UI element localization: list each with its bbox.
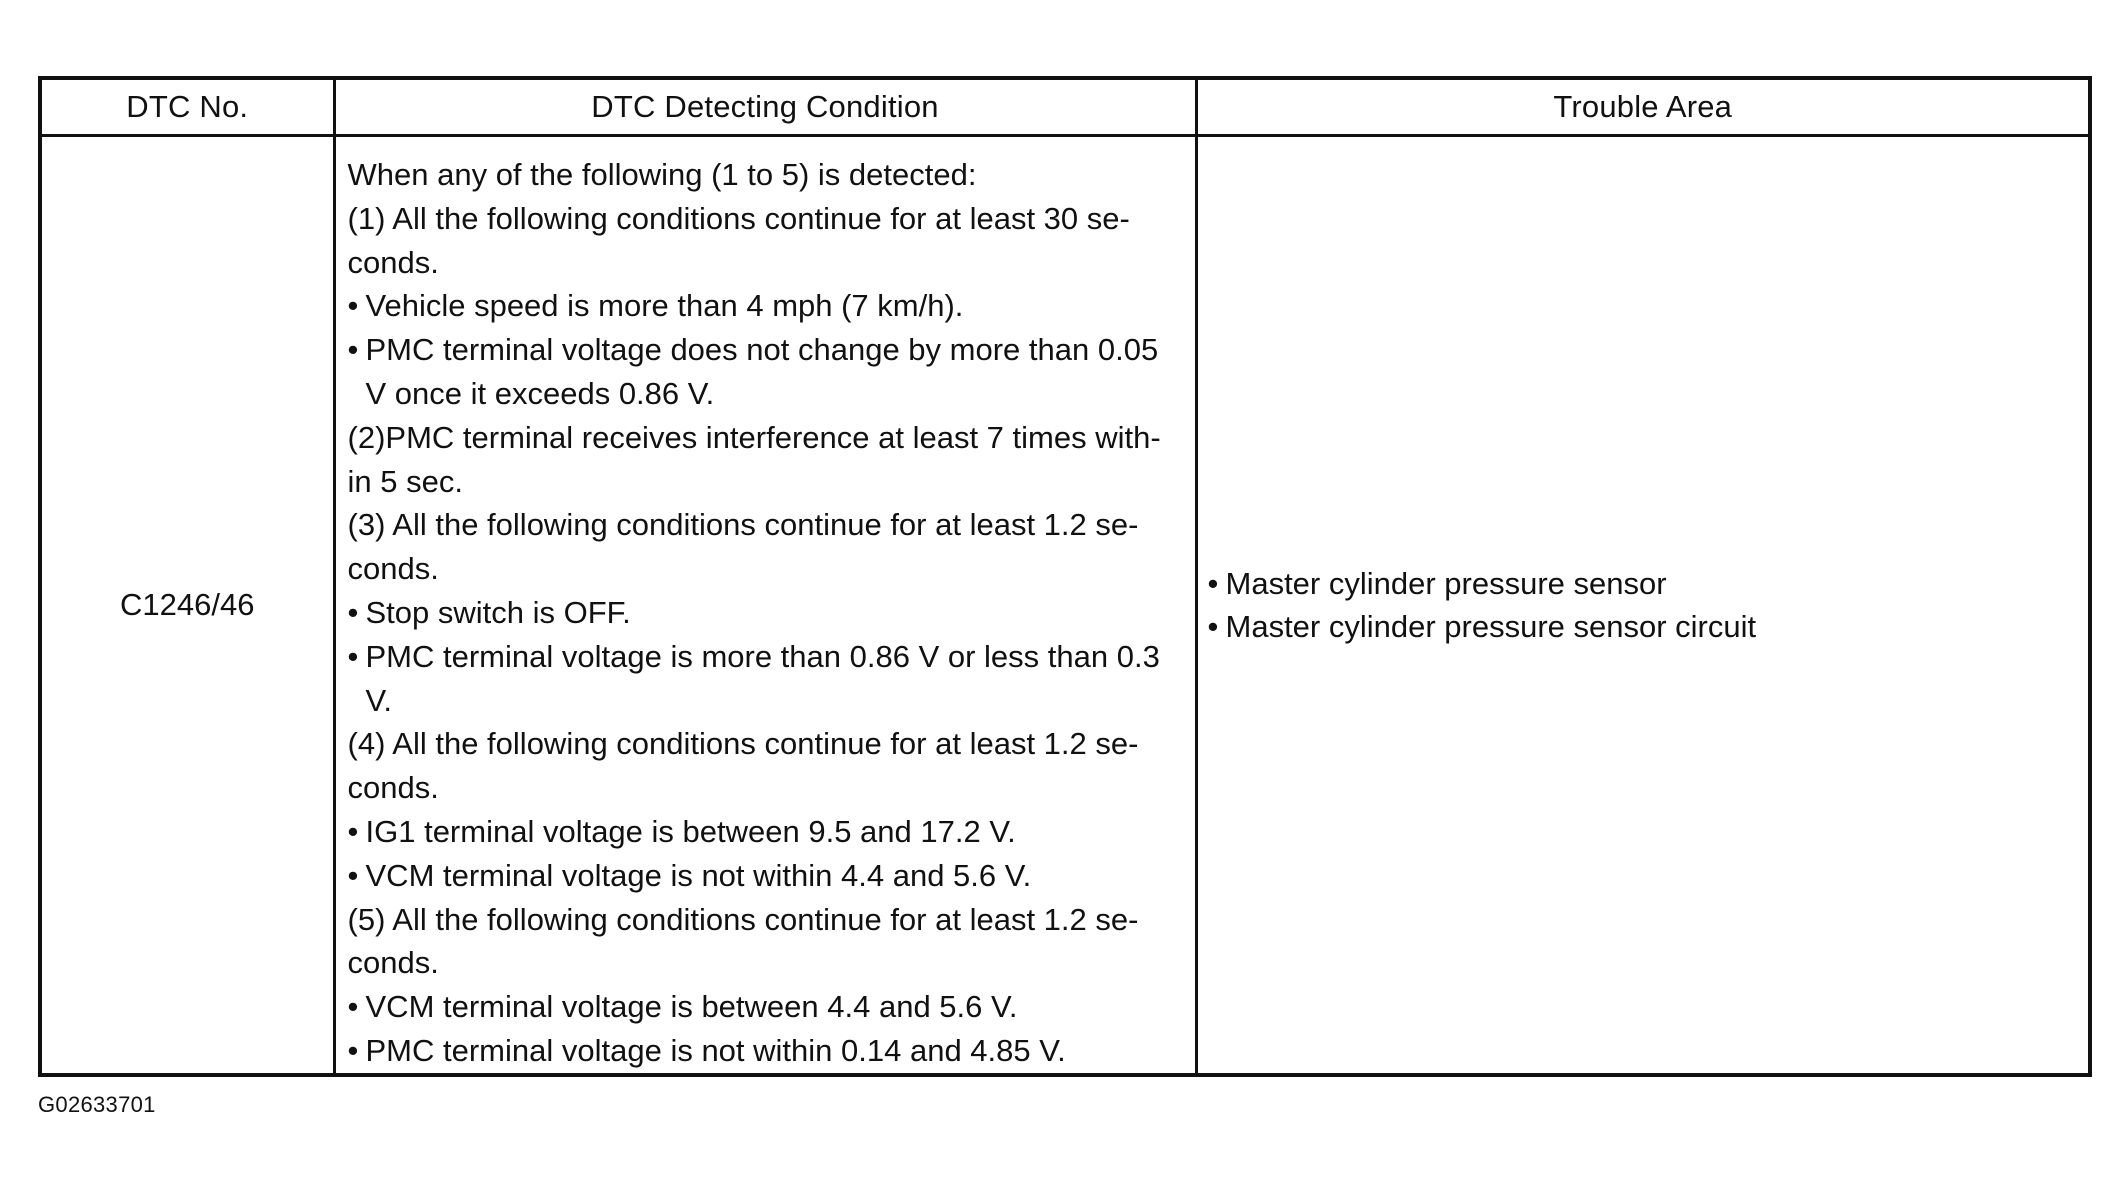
figure-id: G02633701 (38, 1092, 156, 1117)
condition-bullet-text: VCM terminal voltage is between 4.4 and 5.6 V. (365, 989, 1018, 1025)
bullet-icon: • (347, 989, 359, 1025)
condition-line: (4) All the following conditions continue for at least 1.2 se- (347, 726, 1139, 762)
condition-line: conds. (347, 945, 439, 981)
header-dtc-no: DTC No. (40, 78, 334, 136)
dtc-code: C1246/46 (120, 586, 255, 622)
condition-line: in 5 sec. (347, 463, 463, 499)
condition-bullet-text: PMC terminal voltage is more than 0.86 V or less than 0.3 (365, 638, 1160, 674)
bullet-icon: • (347, 857, 359, 893)
dtc-table (38, 76, 2092, 1077)
condition-bullet-text: Stop switch is OFF. (365, 594, 631, 630)
condition-bullet (348, 810, 1179, 854)
dtc-code-cell (40, 136, 334, 1075)
condition-bullet (348, 284, 1179, 328)
condition-line: (1) All the following conditions continue for at least 30 se- (347, 200, 1130, 236)
condition-continuation: V. (365, 682, 392, 718)
bullet-icon: • (347, 332, 359, 368)
trouble-area-text: Master cylinder pressure sensor circuit (1225, 608, 1757, 644)
header-trouble-area: Trouble Area (1196, 78, 2090, 136)
trouble-area-item (1208, 605, 2079, 648)
condition-bullet-text: Vehicle speed is more than 4 mph (7 km/h). (365, 288, 964, 324)
detecting-condition-cell (334, 136, 1196, 1075)
condition-line: conds. (347, 770, 439, 806)
condition-bullet (348, 985, 1179, 1029)
condition-line: When any of the following (1 to 5) is detected: (347, 157, 977, 192)
condition-bullet-text: VCM terminal voltage is not within 4.4 and 5.6 V. (365, 857, 1032, 893)
table-row (40, 136, 2090, 1075)
trouble-area-text: Master cylinder pressure sensor (1225, 565, 1667, 601)
condition-line: (2)PMC terminal receives interference at least 7 times with- (347, 419, 1161, 455)
condition-bullet-text: PMC terminal voltage is not within 0.14 and 4.85 V. (365, 1032, 1066, 1068)
bullet-icon: • (1207, 608, 1219, 644)
bullet-icon: • (347, 288, 359, 324)
condition-continuation: V once it exceeds 0.86 V. (365, 375, 715, 411)
trouble-area-item (1208, 562, 2079, 605)
condition-line: conds. (347, 244, 439, 280)
condition-bullet-text: IG1 terminal voltage is between 9.5 and 17.2 V. (365, 813, 1016, 849)
condition-bullet (348, 591, 1179, 635)
header-detecting-condition: DTC Detecting Condition (334, 78, 1196, 136)
bullet-icon: • (1207, 565, 1219, 601)
condition-line: (5) All the following conditions continue for at least 1.2 se- (347, 901, 1139, 937)
table-header-row (40, 78, 2090, 136)
condition-line: conds. (347, 551, 439, 587)
condition-bullet (348, 854, 1179, 898)
condition-line: (3) All the following conditions continue for at least 1.2 se- (347, 507, 1139, 543)
bullet-icon: • (347, 594, 359, 630)
condition-list (348, 153, 1179, 1073)
trouble-area-list (1208, 562, 2079, 648)
bullet-icon: • (347, 813, 359, 849)
trouble-area-cell (1196, 136, 2090, 1075)
condition-bullet (348, 635, 1179, 679)
bullet-icon: • (347, 638, 359, 674)
bullet-icon: • (347, 1032, 359, 1068)
condition-bullet (348, 1029, 1179, 1073)
condition-bullet-text: PMC terminal voltage does not change by more than 0.05 (365, 332, 1159, 368)
condition-bullet (348, 328, 1179, 372)
